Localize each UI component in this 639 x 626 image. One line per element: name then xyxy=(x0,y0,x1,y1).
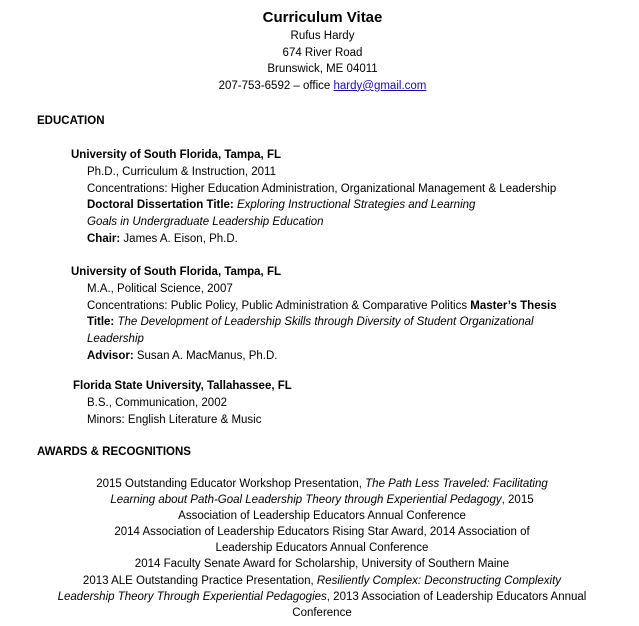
school-name: University of South Florida, Tampa, FL xyxy=(71,266,281,278)
award-line: Leadership Educators Annual Conference xyxy=(215,542,429,555)
award-text: , 2013 Association of Leadership Educators Annual xyxy=(326,590,587,603)
thesis-title-cont: Leadership xyxy=(87,333,144,346)
dissertation-line xyxy=(71,197,556,214)
dissertation-title-cont: Goals in Undergraduate Leadership Education xyxy=(87,216,324,229)
thesis-title-label: Title: xyxy=(87,316,115,329)
degree-line: Ph.D., Curriculum & Instruction, 2011 xyxy=(87,165,276,178)
dissertation-label: Doctoral Dissertation Title: xyxy=(87,199,234,212)
education-heading: EDUCATION xyxy=(37,115,105,127)
awards-heading: AWARDS & RECOGNITIONS xyxy=(37,446,191,458)
degree-line: B.S., Communication, 2002 xyxy=(87,396,227,409)
chair-line xyxy=(71,231,556,248)
concentrations-line xyxy=(71,298,557,315)
award-line xyxy=(20,476,624,492)
thesis-line xyxy=(71,314,557,331)
thesis-title: The Development of Leadership Skills through Diversity of Student Organizational xyxy=(114,316,534,329)
education-entry-ma xyxy=(71,264,557,365)
concentrations-line: Concentrations: Higher Education Administration, Organizational Management & Leadership xyxy=(87,182,557,195)
chair-label: Chair: xyxy=(87,232,121,245)
cv-header xyxy=(0,8,639,94)
email-link[interactable]: hardy@gmail.com xyxy=(333,79,427,92)
document-title: Curriculum Vitae xyxy=(262,9,383,26)
address-street: 674 River Road xyxy=(282,46,363,59)
award-text: 2015 Outstanding Educator Workshop Presentation, xyxy=(96,478,366,490)
award-line: 2014 Association of Leadership Educators Rising Star Award, 2014 Association of xyxy=(114,526,530,539)
advisor-line xyxy=(71,348,557,365)
award-title: Leadership Theory Through Experiential Pedagogies xyxy=(57,590,327,603)
award-line: 2014 Faculty Senate Award for Scholarship, University of Southern Maine xyxy=(134,558,510,571)
education-entry-phd xyxy=(71,147,556,248)
award-text: 2013 ALE Outstanding Practice Presentation, xyxy=(82,574,317,587)
award-line xyxy=(20,492,624,508)
concentrations-text: Concentrations: Public Policy, Public Administration & Comparative Politics xyxy=(87,299,471,312)
award-title: Resiliently Complex: Deconstructing Complexity xyxy=(316,574,562,587)
minors-line: Minors: English Literature & Music xyxy=(87,413,262,426)
thesis-label: Master’s Thesis xyxy=(470,299,557,312)
chair-name: James A. Eison, Ph.D. xyxy=(120,232,238,245)
advisor-name: Susan A. MacManus, Ph.D. xyxy=(133,349,278,362)
award-line xyxy=(20,589,624,605)
award-title: Learning about Path-Goal Leadership Theory through Experiential Pedagogy xyxy=(110,494,502,507)
award-title: The Path Less Traveled: Facilitating xyxy=(365,478,548,490)
school-name: Florida State University, Tallahassee, FL xyxy=(73,380,292,392)
degree-line: M.A., Political Science, 2007 xyxy=(87,282,233,295)
awards-list xyxy=(20,476,624,621)
award-text: , 2015 xyxy=(501,494,534,507)
contact-line xyxy=(0,78,639,95)
school-name: University of South Florida, Tampa, FL xyxy=(71,149,281,161)
applicant-name: Rufus Hardy xyxy=(290,30,355,42)
phone-text: 207-753-6592 – office xyxy=(218,79,334,92)
address-city: Brunswick, ME 04011 xyxy=(267,63,378,76)
award-line: Conference xyxy=(292,606,352,619)
advisor-label: Advisor: xyxy=(87,349,134,362)
education-entry-bs xyxy=(73,378,292,428)
award-line xyxy=(20,573,624,589)
award-line: Association of Leadership Educators Annual Conference xyxy=(178,510,466,523)
dissertation-title: Exploring Instructional Strategies and Learning xyxy=(236,199,476,212)
